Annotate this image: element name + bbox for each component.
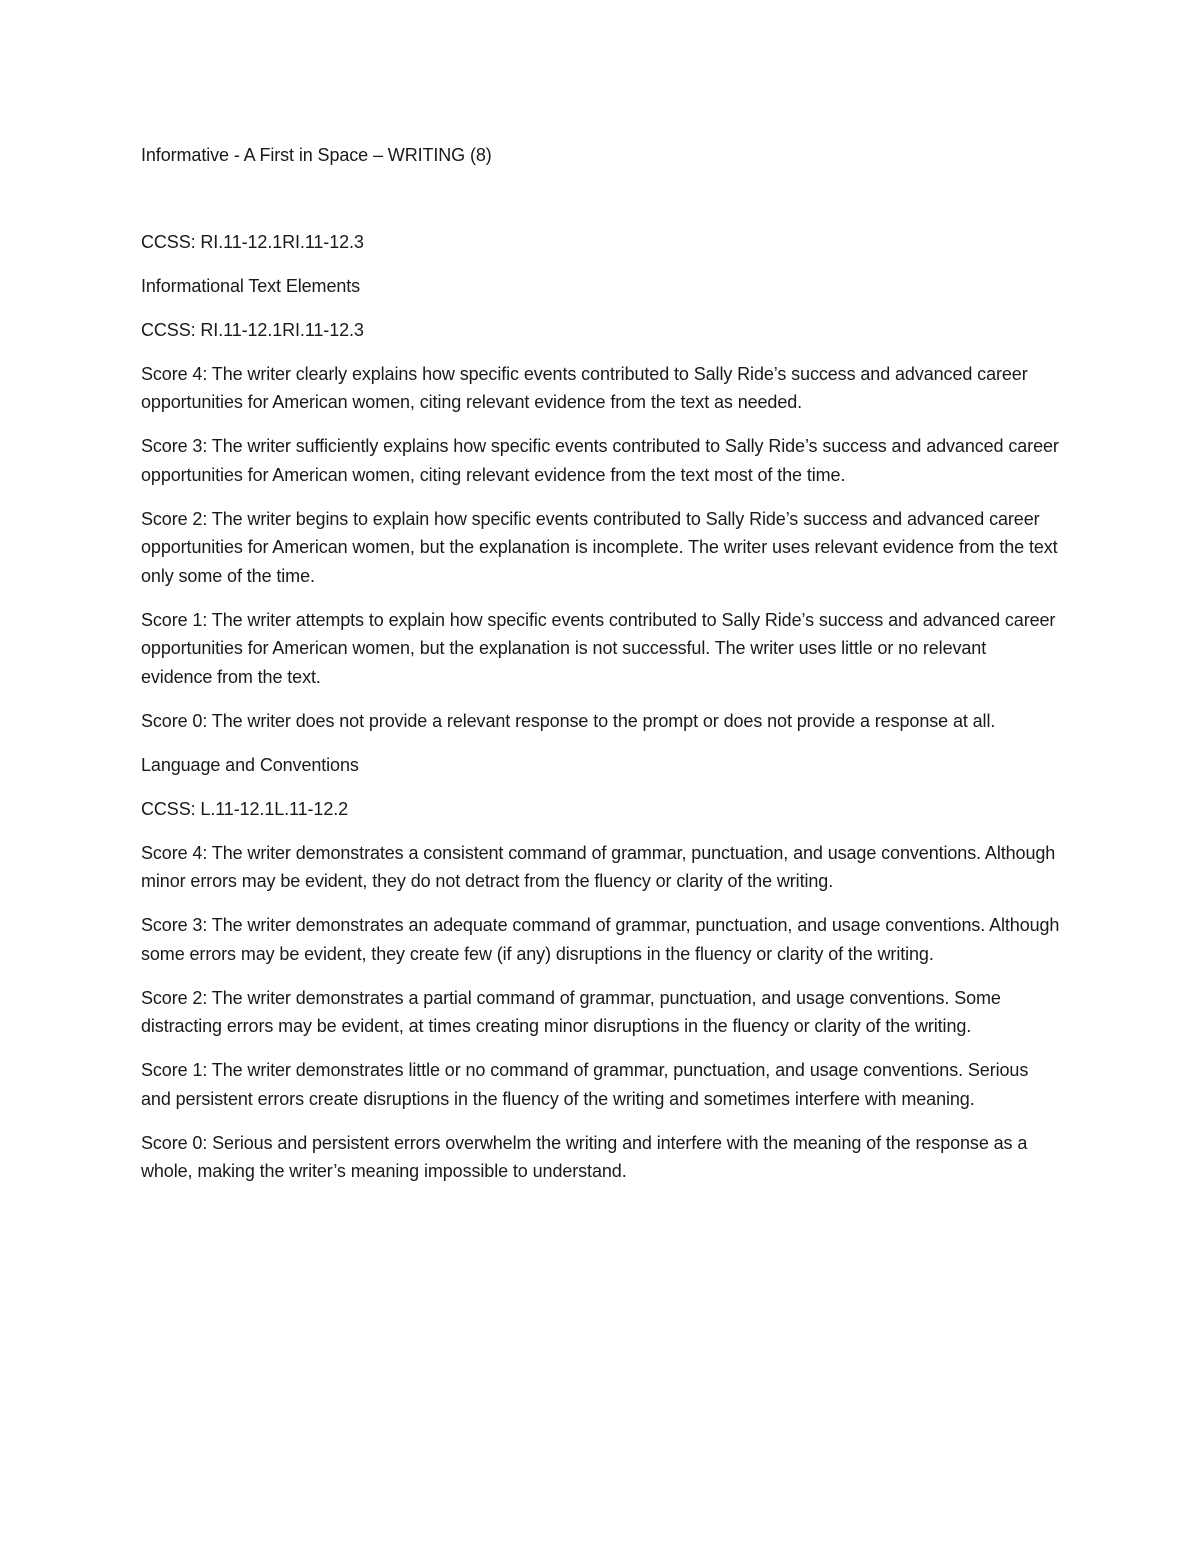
document-title: Informative - A First in Space – WRITING (8): [141, 145, 492, 165]
section-heading-informational-text: Informational Text Elements: [141, 275, 361, 296]
rubric-score-3-language: Score 3: The writer demonstrates an adequate command of grammar, punctuation, and usage conventions. Although some errors may be evident, they create few (if any) disruptions in the fluency or clarity of the writing.: [141, 915, 1060, 964]
ccss-standard-reading-repeat: CCSS: RI.11-12.1RI.11-12.3: [141, 319, 364, 340]
ccss-standard-language: CCSS: L.11-12.1L.11-12.2: [141, 798, 349, 819]
ccss-standard-reading: CCSS: RI.11-12.1RI.11-12.3: [141, 231, 364, 252]
section-heading-language-conventions: Language and Conventions: [141, 754, 359, 775]
rubric-score-0-language: Score 0: Serious and persistent errors overwhelm the writing and interfere with the meaning of the response as a whole, making the writer’s meaning impossible to understand.: [141, 1132, 1028, 1181]
rubric-score-4-informational: Score 4: The writer clearly explains how specific events contributed to Sally Ride’s success and advanced career opportunities for American women, citing relevant evidence from the text as needed.: [141, 363, 1028, 412]
document-page: [141, 141, 1061, 1201]
rubric-score-1-language: Score 1: The writer demonstrates little or no command of grammar, punctuation, and usage conventions. Serious and persistent errors create disruptions in the fluency of the writing and sometimes interfere with meaning.: [141, 1060, 1029, 1109]
rubric-score-3-informational: Score 3: The writer sufficiently explains how specific events contributed to Sally Ride’s success and advanced career opportunities for American women, citing relevant evidence from the text most of the time.: [141, 436, 1059, 485]
rubric-score-1-informational: Score 1: The writer attempts to explain how specific events contributed to Sally Ride’s success and advanced career opportunities for American women, but the explanation is not successful. The writer uses little or no relevant evidence from the text.: [141, 609, 1056, 687]
rubric-score-4-language: Score 4: The writer demonstrates a consistent command of grammar, punctuation, and usage conventions. Although minor errors may be evident, they do not detract from the fluency or clarity of the writing.: [141, 842, 1056, 891]
rubric-score-2-informational: Score 2: The writer begins to explain how specific events contributed to Sally Ride’s success and advanced career opportunities for American women, but the explanation is incomplete. The writer uses relevant evidence from the text only some of the time.: [141, 508, 1058, 586]
rubric-score-2-language: Score 2: The writer demonstrates a partial command of grammar, punctuation, and usage conventions. Some distracting errors may be evident, at times creating minor disruptions in the fluency or clarity of the writing.: [141, 987, 1001, 1036]
rubric-score-0-informational: Score 0: The writer does not provide a relevant response to the prompt or does not provide a response at all.: [141, 710, 996, 731]
